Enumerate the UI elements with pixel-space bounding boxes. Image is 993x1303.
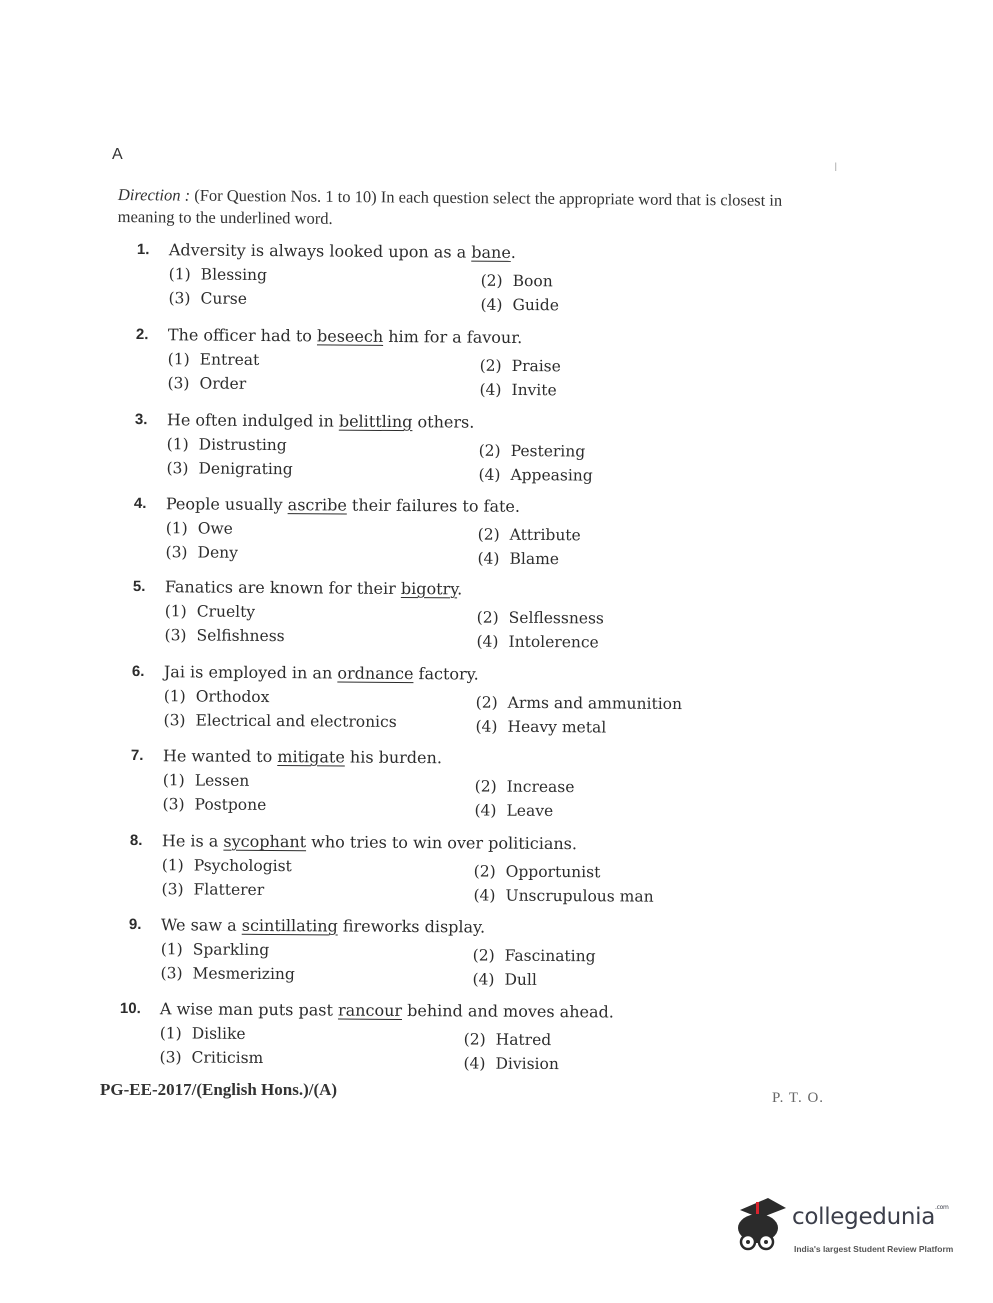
option-text: Increase xyxy=(506,777,575,797)
option-text: Selfishness xyxy=(196,626,285,646)
option-number: (2) xyxy=(473,862,496,881)
option-1 xyxy=(166,516,233,540)
option-row xyxy=(136,286,756,315)
underlined-word: bigotry xyxy=(400,578,458,599)
question-number: 4. xyxy=(133,494,147,513)
question-4 xyxy=(133,492,754,569)
question-9 xyxy=(128,913,748,989)
question-number: 8. xyxy=(129,831,143,850)
option-text: Arms and ammunition xyxy=(507,693,683,714)
option-text: Blessing xyxy=(200,265,268,285)
option-number: (1) xyxy=(162,771,185,790)
underlined-word: scintillating xyxy=(241,915,338,936)
option-4 xyxy=(480,293,559,318)
option-text: Deny xyxy=(197,543,238,562)
option-1 xyxy=(168,347,260,372)
question-5 xyxy=(132,575,753,652)
option-text: Heavy metal xyxy=(507,717,607,737)
question-text-before: We saw a xyxy=(160,915,242,935)
option-row xyxy=(131,708,751,737)
option-row xyxy=(128,961,748,989)
option-text: Denigrating xyxy=(198,459,293,479)
option-number: (1) xyxy=(163,687,186,706)
option-number: (2) xyxy=(479,356,502,375)
question-text-before: A wise man puts past xyxy=(159,999,339,1020)
question-2 xyxy=(135,323,756,400)
question-text-after: behind and moves ahead. xyxy=(402,1000,614,1022)
underlined-word: rancour xyxy=(337,1000,403,1020)
option-number: (2) xyxy=(476,608,499,627)
underlined-word: beseech xyxy=(316,326,384,346)
logo-suffix: .com xyxy=(935,1204,949,1211)
question-number: 9. xyxy=(128,915,142,934)
option-3 xyxy=(168,286,247,311)
option-3 xyxy=(159,1045,263,1070)
question-text-after: fireworks display. xyxy=(337,916,486,937)
logo-wordmark: collegedunia$^{.com}$ xyxy=(792,1204,949,1230)
option-number: (4) xyxy=(475,717,498,736)
question-text-before: People usually xyxy=(165,494,288,515)
option-number: (1) xyxy=(159,1024,182,1043)
question-text-after: him for a favour. xyxy=(383,326,523,348)
option-text: Lessen xyxy=(194,771,250,790)
question-number: 6. xyxy=(131,662,145,681)
option-row xyxy=(133,540,753,569)
option-4 xyxy=(472,967,536,991)
option-number: (3) xyxy=(162,795,185,814)
option-number: (3) xyxy=(161,880,184,899)
option-text: Selflessness xyxy=(508,608,604,628)
option-number: (2) xyxy=(474,777,497,796)
question-text xyxy=(169,238,516,265)
option-4 xyxy=(475,715,606,740)
question-text xyxy=(164,660,479,686)
option-number: (1) xyxy=(168,265,191,284)
underlined-word: sycophant xyxy=(223,831,307,852)
option-3 xyxy=(161,877,264,902)
question-1 xyxy=(136,238,757,315)
option-3 xyxy=(160,961,294,986)
option-text: Opportunist xyxy=(505,862,601,882)
option-text: Hatred xyxy=(495,1030,552,1050)
option-number: (4) xyxy=(480,295,503,314)
option-number: (4) xyxy=(473,886,496,905)
option-text: Intolerence xyxy=(508,632,599,652)
option-number: (4) xyxy=(472,970,495,989)
option-text: Order xyxy=(199,374,247,393)
option-number: (1) xyxy=(167,350,190,369)
question-text xyxy=(168,323,523,350)
option-4 xyxy=(476,630,598,655)
question-text-after: his burden. xyxy=(344,747,443,768)
option-3 xyxy=(166,456,292,481)
option-text: Mesmerizing xyxy=(192,964,295,984)
option-1 xyxy=(165,599,256,624)
option-4 xyxy=(474,798,553,823)
option-1 xyxy=(162,853,292,878)
question-text-before: He often indulged in xyxy=(166,410,339,431)
question-number: 7. xyxy=(130,746,144,765)
option-1 xyxy=(160,1021,246,1046)
page-mark: I xyxy=(834,160,838,174)
underlined-word: mitigate xyxy=(277,747,345,767)
option-number: (4) xyxy=(463,1054,486,1073)
option-number: (4) xyxy=(476,632,499,651)
question-text-before: Adversity is always looked upon as a xyxy=(168,240,472,262)
question-text xyxy=(165,575,463,601)
direction-lead: Direction : xyxy=(117,184,191,205)
direction-text xyxy=(118,184,838,234)
option-1 xyxy=(167,432,287,457)
option-text: Criticism xyxy=(191,1048,264,1068)
option-number: (1) xyxy=(165,519,188,538)
option-3 xyxy=(167,371,246,396)
option-number: (3) xyxy=(167,374,190,393)
option-number: (3) xyxy=(159,1048,182,1067)
question-text-after: . xyxy=(457,579,463,599)
collegedunia-logo[interactable] xyxy=(734,1196,964,1260)
option-text: Flatterer xyxy=(193,880,265,899)
question-7 xyxy=(130,744,750,820)
option-number: (1) xyxy=(161,856,184,875)
option-row xyxy=(130,792,750,820)
pto-note: P. T. O. xyxy=(772,1090,825,1106)
option-4 xyxy=(463,1051,558,1076)
option-text: Cruelty xyxy=(196,602,256,621)
option-number: (2) xyxy=(478,441,501,460)
option-4 xyxy=(477,547,559,572)
option-text: Unscrupulous man xyxy=(505,886,654,906)
paper-code: PG-EE-2017/(English Hons.)/(A) xyxy=(100,1080,338,1099)
option-3 xyxy=(164,623,284,648)
option-number: (4) xyxy=(477,549,500,568)
option-text: Blame xyxy=(509,549,560,569)
direction-body: (For Question Nos. 1 to 10) In each question select the appropriate word that is closest in meaning to the underlined word. xyxy=(117,185,783,228)
option-number: (3) xyxy=(163,711,186,730)
option-row xyxy=(132,623,752,652)
option-number: (1) xyxy=(166,435,189,454)
option-text: Dull xyxy=(504,970,537,989)
option-text: Psychologist xyxy=(193,856,292,876)
option-1 xyxy=(161,937,270,962)
option-number: (2) xyxy=(477,525,500,544)
option-number: (3) xyxy=(165,543,188,562)
option-text: Distrusting xyxy=(198,435,287,455)
option-text: Orthodox xyxy=(195,687,270,707)
option-text: Curse xyxy=(200,289,247,308)
option-text: Entreat xyxy=(199,350,260,369)
option-row xyxy=(134,456,754,485)
question-text xyxy=(163,744,442,770)
option-3 xyxy=(162,792,266,817)
question-number: 10. xyxy=(119,999,141,1018)
option-text: Appeasing xyxy=(510,465,593,485)
option-number: (2) xyxy=(475,693,498,712)
option-text: Electrical and electronics xyxy=(195,711,397,731)
option-text: Boon xyxy=(512,271,553,291)
option-text: Leave xyxy=(506,801,554,820)
option-number: (1) xyxy=(164,602,187,621)
question-text-before: He wanted to xyxy=(162,746,278,767)
option-4 xyxy=(473,883,653,908)
option-1 xyxy=(169,262,267,287)
question-text-after: factory. xyxy=(413,664,479,684)
option-1 xyxy=(163,768,250,793)
option-text: Dislike xyxy=(191,1024,246,1043)
option-1 xyxy=(164,684,270,709)
question-text-before: He is a xyxy=(161,831,224,851)
question-text xyxy=(161,913,485,939)
option-number: (2) xyxy=(472,946,495,965)
question-text xyxy=(166,492,520,519)
option-3 xyxy=(163,708,396,734)
option-text: Attribute xyxy=(509,525,581,545)
set-label: A xyxy=(112,146,123,163)
option-4 xyxy=(478,463,592,488)
option-number: (2) xyxy=(480,271,503,290)
question-text xyxy=(160,997,614,1024)
question-number: 3. xyxy=(134,410,148,429)
option-number: (4) xyxy=(478,465,501,484)
question-text-before: Jai is employed in an xyxy=(163,662,338,683)
option-number: (3) xyxy=(166,459,189,478)
option-number: (4) xyxy=(474,801,497,820)
underlined-word: ordnance xyxy=(337,663,414,684)
question-10 xyxy=(119,997,739,1073)
option-number: (4) xyxy=(479,380,502,399)
option-4 xyxy=(479,378,556,403)
question-3 xyxy=(134,408,755,485)
option-number: (3) xyxy=(164,626,187,645)
question-text xyxy=(162,829,577,856)
option-number: (3) xyxy=(160,964,183,983)
option-text: Owe xyxy=(197,519,233,538)
option-text: Praise xyxy=(511,356,561,376)
option-3 xyxy=(165,540,238,565)
question-text xyxy=(167,408,475,434)
option-text: Invite xyxy=(511,380,557,400)
logo-tagline: India's largest Student Review Platform xyxy=(794,1244,954,1254)
option-text: Division xyxy=(495,1054,559,1074)
option-row xyxy=(129,877,749,905)
question-8 xyxy=(129,829,749,905)
option-text: Postpone xyxy=(194,795,267,814)
option-number: (2) xyxy=(463,1030,486,1049)
option-row xyxy=(135,371,755,400)
question-text-after: . xyxy=(510,242,517,262)
underlined-word: ascribe xyxy=(287,495,347,515)
option-text: Pestering xyxy=(510,441,586,461)
question-number: 2. xyxy=(135,325,149,344)
underlined-word: belittling xyxy=(338,411,413,432)
option-row xyxy=(119,1045,739,1073)
question-number: 5. xyxy=(132,577,146,596)
question-number: 1. xyxy=(136,240,150,259)
option-text: Sparkling xyxy=(192,940,270,959)
student-mascot-icon xyxy=(734,1196,790,1256)
question-text-before: Fanatics are known for their xyxy=(164,577,401,598)
option-number: (3) xyxy=(168,289,191,308)
question-text-after: their failures to fate. xyxy=(346,495,521,516)
question-text-after: others. xyxy=(412,412,475,432)
option-text: Fascinating xyxy=(504,946,596,966)
question-6 xyxy=(131,660,752,737)
question-text-before: The officer had to xyxy=(167,325,318,346)
option-number: (1) xyxy=(160,940,183,959)
question-text-after: who tries to win over politicians. xyxy=(306,832,578,854)
underlined-word: bane xyxy=(471,242,511,262)
option-text: Guide xyxy=(512,295,559,315)
